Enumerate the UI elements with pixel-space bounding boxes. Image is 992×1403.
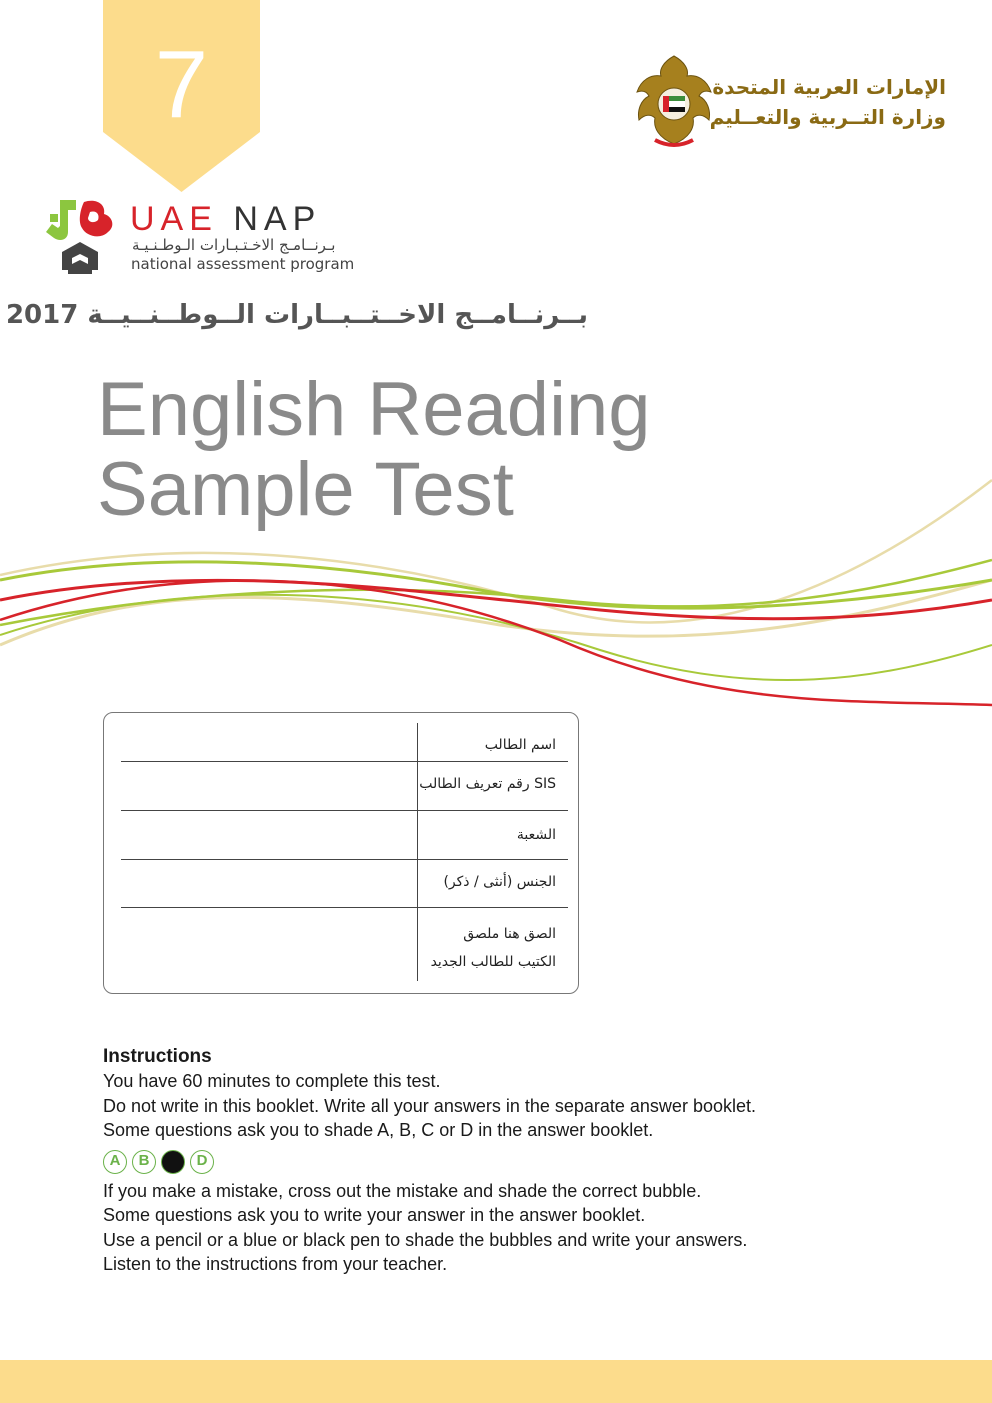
instruction-line: You have 60 minutes to complete this test.: [103, 1071, 441, 1091]
instructions-heading: Instructions: [103, 1046, 212, 1067]
label-section: الشعبة: [516, 827, 556, 843]
ministry-name: [710, 72, 946, 132]
form-row-section[interactable]: [121, 811, 568, 860]
decorative-waves: [0, 460, 992, 740]
grade-number: 7: [154, 31, 209, 138]
form-row-gender[interactable]: [121, 860, 568, 908]
instruction-line: Listen to the instructions from your teacher.: [103, 1254, 448, 1274]
nap-uae-text: UAE: [130, 200, 218, 238]
bubble-a: A: [103, 1150, 127, 1174]
bubble-b: B: [132, 1150, 156, 1174]
ministry-line-2: وزارة التــربية والتعــليم: [709, 105, 946, 129]
form-row-student-name[interactable]: [121, 723, 568, 762]
label-sticker-1: الصق هنا ملصق: [463, 926, 556, 942]
instruction-line: Some questions ask you to write your answer in the answer booklet.: [103, 1205, 646, 1225]
uae-crest-emblem: [633, 52, 715, 152]
bubble-d: D: [190, 1150, 214, 1174]
instruction-line: Do not write in this booklet. Write all your answers in the separate answer booklet.: [103, 1095, 756, 1116]
label-sis-id: SIS رقم تعريف الطالب: [419, 776, 556, 792]
answer-bubbles-example: [103, 1149, 756, 1175]
program-arabic: بــرنــامــج الاخــتــبــارات الــوطــنــيــة: [87, 300, 588, 330]
form-row-sis-id[interactable]: [121, 762, 568, 811]
label-sticker-2: الكتيب للطالب الجديد: [430, 954, 556, 970]
instructions-section: [103, 1045, 756, 1277]
footer-band: [0, 1360, 992, 1403]
title-line-1: English Reading: [97, 367, 651, 452]
program-heading: [5, 300, 588, 330]
nap-nap-text: NAP: [233, 200, 322, 238]
label-gender: الجنس (أنثى / ذكر): [443, 874, 556, 890]
instruction-line: Some questions ask you to shade A, B, C or D in the answer booklet.: [103, 1120, 654, 1140]
student-info-form: [103, 712, 579, 994]
grade-tab: [103, 0, 260, 192]
bubble-c-filled: [161, 1150, 185, 1174]
nap-arabic-name: بـرنــامـج الاخـتـبـارات الـوطـنـيـة: [132, 236, 336, 254]
program-year: 2017: [5, 300, 79, 330]
label-student-name: اسم الطالب: [484, 737, 556, 753]
nap-logo-icon: [42, 196, 132, 278]
instruction-line: Use a pencil or a blue or black pen to shade the bubbles and write your answers.: [103, 1229, 748, 1250]
nap-wordmark: [130, 200, 321, 239]
nap-subtitle: national assessment program: [131, 255, 355, 273]
instruction-line: If you make a mistake, cross out the mistake and shade the correct bubble.: [103, 1180, 702, 1201]
title-line-2: Sample Test: [97, 447, 514, 532]
ministry-line-1: الإمارات العربية المتحدة: [712, 75, 946, 99]
form-row-sticker[interactable]: [121, 908, 568, 978]
